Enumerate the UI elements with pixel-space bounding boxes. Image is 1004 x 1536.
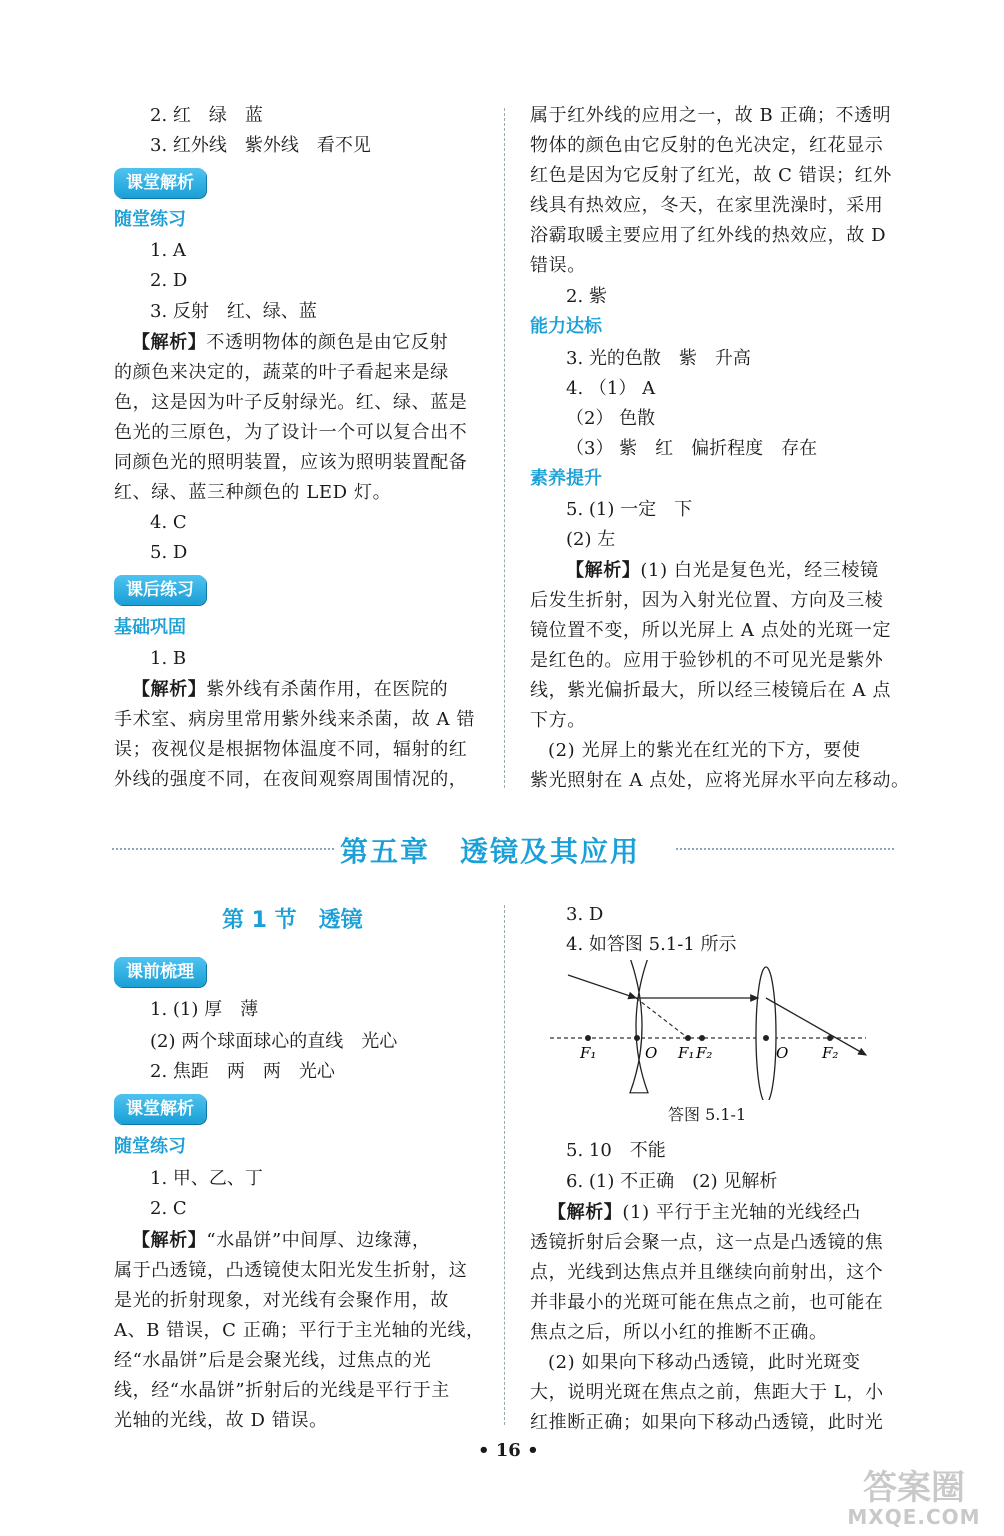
explanation-line: 红色是因为它反射了红光，故 C 错误；红外	[530, 165, 892, 186]
explanation-line: 焦点之后，所以小红的推断不正确。	[530, 1322, 828, 1343]
optical-center	[634, 1035, 640, 1041]
explanation-line: 浴霸取暖主要应用了红外线的热效应，故 D	[530, 225, 887, 246]
answer-line: 5. (1) 一定 下	[566, 499, 693, 520]
explanation-line: 点，光线到达焦点并且继续向前射出，这个	[530, 1262, 884, 1283]
answer-line: 1. 甲、乙、丁	[150, 1168, 263, 1189]
label-f1: F₁	[678, 1044, 695, 1062]
answer-line: 2. 紫	[566, 286, 607, 307]
answer-line: （2） 色散	[566, 408, 656, 429]
lens-diagram	[540, 960, 880, 1100]
explanation-line: 大，说明光斑在焦点之前，焦距大于 L，小	[530, 1382, 884, 1403]
focus-point	[827, 1035, 833, 1041]
answer-line: 3. 反射 红、绿、蓝	[150, 301, 317, 322]
explanation-line: 并非最小的光斑可能在焦点之前，也可能在	[530, 1292, 884, 1313]
column-divider	[504, 108, 505, 788]
answer-line: 2. C	[150, 1198, 187, 1219]
label-o: O	[645, 1044, 658, 1062]
explanation-line: 外线的强度不同，在夜间观察周围情况的，	[114, 769, 468, 790]
explanation-tag: 【解析】	[132, 679, 207, 700]
answer-line: (2) 左	[566, 529, 616, 550]
explanation-line: A、B 错误，C 正确；平行于主光轴的光线，	[114, 1320, 485, 1341]
watermark-top: 答案圈	[863, 1468, 965, 1508]
section-title: 第 1 节 透镜	[222, 908, 363, 933]
subheading: 能力达标	[530, 316, 602, 337]
explanation-line: 错误。	[530, 255, 586, 276]
extension-line	[636, 998, 688, 1038]
explanation-line: 同颜色光的照明装置，应该为照明装置配备	[114, 452, 468, 473]
explanation-line: 下方。	[530, 710, 586, 731]
explanation-line: 是红色的。应用于验钞机的不可见光是紫外	[530, 650, 884, 671]
optical-center	[763, 1035, 769, 1041]
answer-line: 4. （1） A	[566, 378, 656, 399]
watermark-bottom: MXQE.COM	[847, 1505, 981, 1529]
explanation-line: (2) 光屏上的紫光在红光的下方，要使	[548, 740, 861, 761]
explanation-line: (2) 如果向下移动凸透镜，此时光斑变	[548, 1352, 861, 1373]
subheading: 随堂练习	[114, 209, 186, 230]
explanation-line: 红推断正确；如果向下移动凸透镜，此时光	[530, 1412, 884, 1433]
section-badge: 课堂解析	[114, 168, 206, 198]
explanation-tag: 【解析】	[132, 332, 207, 353]
chapter-rule-right	[676, 848, 894, 850]
explanation-text: “水晶饼”中间厚、边缘薄，	[206, 1230, 431, 1251]
explanation-line: 属于凸透镜，凸透镜使太阳光发生折射，这	[114, 1260, 468, 1281]
subheading: 素养提升	[530, 468, 602, 489]
answer-line: 1. A	[150, 240, 186, 261]
explanation-line: 的颜色来决定的，蔬菜的叶子看起来是绿	[114, 362, 449, 383]
page-number: • 16 •	[478, 1440, 539, 1461]
answer-line: 1. (1) 厚 薄	[150, 999, 259, 1020]
explanation-line	[132, 332, 448, 354]
section-badge: 课堂解析	[114, 1094, 206, 1124]
column-divider	[504, 905, 505, 1425]
answer-line: 2. D	[150, 270, 188, 291]
focus-point	[685, 1035, 691, 1041]
answer-line: 1. B	[150, 648, 187, 669]
answer-line: 5. 10 不能	[566, 1140, 666, 1161]
explanation-line: 是光的折射现象，对光线有会聚作用，故	[114, 1290, 449, 1311]
explanation-line	[566, 560, 879, 582]
concave-lens	[630, 960, 648, 1093]
explanation-line: 后发生折射，因为入射光位置、方向及三棱	[530, 590, 884, 611]
explanation-text: 不透明物体的颜色是由它反射	[206, 332, 449, 353]
incident-ray	[568, 975, 636, 998]
label-f2: F₂	[822, 1044, 839, 1062]
subheading: 随堂练习	[114, 1136, 186, 1157]
focus-point	[585, 1035, 591, 1041]
explanation-text: (1) 平行于主光轴的光线经凸	[622, 1202, 861, 1223]
explanation-line: 属于红外线的应用之一，故 B 正确；不透明	[530, 105, 892, 126]
chapter-title: 第五章 透镜及其应用	[340, 835, 641, 868]
explanation-line: 紫光照射在 A 点处，应将光屏水平向左移动。	[530, 770, 910, 791]
chapter-rule-left	[112, 848, 334, 850]
convex-lens	[756, 967, 776, 1100]
focus-point	[699, 1035, 705, 1041]
explanation-line: 经“水晶饼”后是会聚光线，过焦点的光	[114, 1350, 432, 1371]
explanation-tag: 【解析】	[548, 1202, 623, 1223]
label-f1: F₁	[580, 1044, 597, 1062]
answer-line: 4. 如答图 5.1-1 所示	[566, 934, 737, 955]
answer-line: 6. (1) 不正确 (2) 见解析	[566, 1171, 778, 1192]
figure-caption: 答图 5.1-1	[668, 1105, 747, 1124]
answer-line: 3. 红外线 紫外线 看不见	[150, 135, 371, 156]
label-o: O	[776, 1044, 789, 1062]
explanation-line	[132, 679, 448, 701]
explanation-tag: 【解析】	[132, 1230, 207, 1251]
explanation-line: 线，紫光偏折最大，所以经三棱镜后在 A 点	[530, 680, 892, 701]
answer-line: 5. D	[150, 542, 188, 563]
explanation-line: 线，经“水晶饼”折射后的光线是平行于主	[114, 1380, 450, 1401]
explanation-line: 透镜折射后会聚一点，这一点是凸透镜的焦	[530, 1232, 884, 1253]
explanation-line: 物体的颜色由它反射的色光决定，红花显示	[530, 135, 884, 156]
answer-line: 2. 红 绿 蓝	[150, 105, 263, 126]
section-badge: 课后练习	[114, 575, 206, 605]
answer-line: 3. D	[566, 904, 604, 925]
answer-line: （3） 紫 红 偏折程度 存在	[566, 438, 818, 459]
answer-line: 3. 光的色散 紫 升高	[566, 348, 751, 369]
explanation-line: 误；夜视仪是根据物体温度不同，辐射的红	[114, 739, 468, 760]
watermark-logo	[844, 1470, 984, 1530]
explanation-tag: 【解析】	[566, 560, 641, 581]
explanation-text: (1) 白光是复色光，经三棱镜	[640, 560, 879, 581]
explanation-line: 红、绿、蓝三种颜色的 LED 灯。	[114, 482, 392, 503]
label-f2: F₂	[696, 1044, 713, 1062]
explanation-line: 光轴的光线，故 D 错误。	[114, 1410, 328, 1431]
answer-line: (2) 两个球面球心的直线 光心	[150, 1031, 398, 1052]
explanation-line	[548, 1202, 861, 1224]
answer-line: 2. 焦距 两 两 光心	[150, 1061, 335, 1082]
explanation-line: 镜位置不变，所以光屏上 A 点处的光斑一定	[530, 620, 892, 641]
explanation-line: 线具有热效应，冬天，在家里洗澡时，采用	[530, 195, 884, 216]
explanation-line: 色光的三原色，为了设计一个可以复合出不	[114, 422, 468, 443]
explanation-text: 紫外线有杀菌作用，在医院的	[206, 679, 449, 700]
explanation-line: 色，这是因为叶子反射绿光。红、绿、蓝是	[114, 392, 468, 413]
explanation-line	[132, 1230, 431, 1252]
section-badge: 课前梳理	[114, 957, 206, 987]
answer-line: 4. C	[150, 512, 187, 533]
explanation-line: 手术室、病房里常用紫外线来杀菌，故 A 错	[114, 709, 476, 730]
subheading: 基础巩固	[114, 617, 186, 638]
